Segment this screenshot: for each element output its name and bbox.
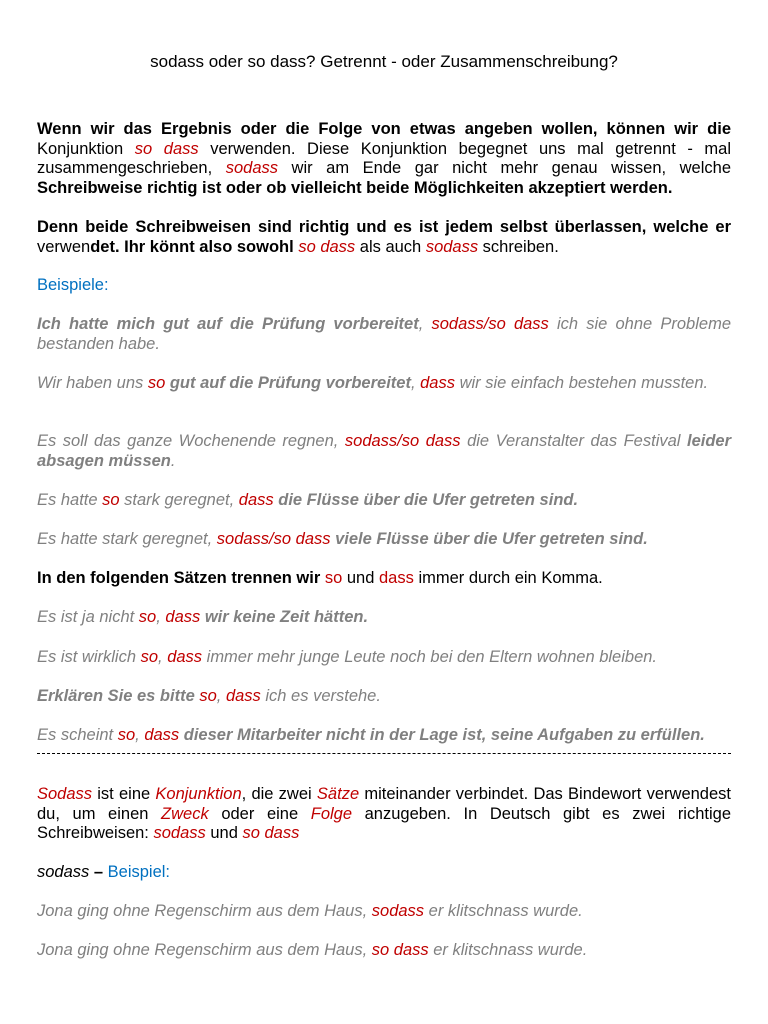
example-text: viele Flüsse über die Ufer getreten sind. — [330, 530, 648, 548]
example-text: Erklären Sie es bitte — [37, 687, 200, 705]
heading-word: sodass — [37, 863, 90, 881]
highlight-so-dass: so dass — [242, 824, 300, 842]
highlight-sodass-so-dass: sodass/so dass — [216, 530, 331, 548]
komma-example-2 — [37, 648, 731, 668]
highlight-so: so — [199, 687, 217, 705]
example-text: immer mehr junge Leute noch bei den Eltern wohnen bleiben. — [202, 648, 658, 666]
example-text: Wir haben uns — [37, 374, 148, 392]
example-text: . — [170, 451, 176, 470]
intro-text: wir am Ende gar nicht mehr genau wissen, welche — [278, 159, 731, 177]
intro-text: als auch — [355, 237, 426, 256]
highlight-dass: dass — [165, 608, 201, 626]
intro-text: verwenden. Diese Konjunktion begegnet uns mal getrennt - mal zusammengeschrieben, — [37, 139, 731, 177]
highlight-sodass: Sodass — [37, 785, 93, 803]
final-example-2 — [37, 941, 731, 961]
intro-text: det. Ihr könnt also sowohl — [90, 237, 294, 256]
example-text: Jona ging ohne Regenschirm aus dem Haus, — [37, 941, 372, 959]
example-text: gut auf die Prüfung vorbereitet — [165, 374, 411, 392]
highlight-so: so — [147, 374, 166, 392]
highlight-so: so — [324, 569, 343, 587]
intro-text: schreiben. — [478, 237, 559, 256]
highlight-saetze: Sätze — [316, 785, 360, 803]
intro-text: Konjunktion — [37, 139, 135, 158]
highlight-folge: Folge — [310, 804, 353, 823]
intro-text: verwen — [37, 237, 91, 256]
example-text: Es ist wirklich — [37, 648, 141, 666]
example-sentence-3 — [37, 432, 731, 471]
example-text: dieser Mitarbeiter nicht in der Lage ist — [179, 726, 482, 744]
intro-paragraph-2 — [37, 218, 731, 257]
example-text: Ich hatte mich gut auf die Prüfung vorbereitet — [37, 315, 419, 333]
definition-text: oder eine — [208, 804, 311, 823]
highlight-dass: dass — [144, 726, 180, 744]
highlight-sodass: sodass — [225, 159, 279, 177]
example-text: , seine Aufgaben zu erfüllen. — [481, 726, 705, 744]
example-text: Es hatte — [37, 491, 103, 509]
komma-example-3 — [37, 687, 731, 707]
example-text: die Flüsse über die Ufer getreten sind. — [273, 491, 579, 509]
highlight-so: so — [140, 648, 159, 666]
highlight-so: so — [138, 608, 157, 626]
example-text: wir sie einfach bestehen mussten. — [454, 374, 709, 392]
example-text: , — [156, 608, 166, 626]
example-text: , — [135, 726, 145, 744]
definition-text: anzugeben. In Deutsch gibt es zwei richtige Schreibweisen: — [37, 804, 732, 842]
highlight-so-dass: so dass — [298, 237, 356, 256]
example-text: Es soll das ganze Wochenende regnen, — [37, 432, 345, 450]
highlight-so: so — [102, 491, 120, 509]
highlight-dass: dass — [225, 687, 261, 705]
highlight-sodass: sodass — [153, 824, 206, 842]
rule-text: In den folgenden Sätzen trennen wir — [37, 569, 325, 587]
example-text: er klitschnass wurde. — [428, 941, 588, 959]
example-text: die Veranstalter das Festival — [460, 432, 687, 450]
beispiele-heading: Beispiele: — [37, 276, 109, 294]
highlight-so: so — [117, 726, 136, 744]
example-text: stark geregnet, — [119, 491, 239, 509]
highlight-sodass-so-dass: sodass/so dass — [344, 432, 461, 450]
example-text: Es scheint — [37, 726, 118, 744]
example-text: er klitschnass wurde. — [424, 902, 583, 920]
definition-text: , die zwei — [241, 785, 317, 803]
example-text: , — [418, 315, 432, 333]
definition-text: und — [205, 824, 243, 842]
highlight-sodass: sodass — [371, 902, 425, 920]
example-text: Es hatte stark geregnet, — [37, 530, 217, 548]
highlight-dass: dass — [238, 491, 274, 509]
komma-example-1 — [37, 608, 731, 628]
example-text: wir keine Zeit hätten. — [200, 608, 369, 626]
example-sentence-5 — [37, 530, 731, 550]
rule-text: immer durch ein Komma. — [413, 569, 603, 587]
intro-text: Schreibweise richtig ist oder ob vielleicht beide Möglichkeiten akzeptiert werden. — [37, 178, 673, 197]
highlight-konjunktion: Konjunktion — [155, 785, 242, 803]
highlight-so-dass: so dass — [371, 941, 429, 959]
example-text: Es ist ja nicht — [37, 608, 139, 626]
intro-paragraph-1 — [37, 120, 731, 198]
example-sentence-1 — [37, 315, 731, 354]
example-text: , — [158, 648, 168, 666]
example-text: Jona ging ohne Regenschirm aus dem Haus, — [37, 902, 372, 920]
definition-text: ist eine — [92, 785, 156, 803]
example-sentence-2 — [37, 374, 731, 394]
komma-rule — [37, 569, 731, 589]
sodass-beispiel-heading — [37, 863, 731, 883]
dashed-separator — [37, 753, 731, 754]
rule-text: und — [342, 569, 379, 587]
highlight-dass: dass — [167, 648, 203, 666]
heading-label: Beispiel: — [107, 863, 171, 881]
intro-text: Denn beide Schreibweisen sind richtig und es ist jedem selbst überlassen, welche er — [37, 218, 731, 236]
highlight-zweck: Zweck — [161, 804, 209, 823]
final-example-1 — [37, 902, 731, 922]
page-title: sodass oder so dass? Getrennt - oder Zusammenschreibung? — [150, 52, 618, 71]
definition-paragraph — [37, 785, 731, 844]
komma-example-4 — [37, 726, 731, 746]
example-text: , — [216, 687, 226, 705]
example-text: ich sie ohne Probleme bestanden habe. — [37, 315, 731, 353]
highlight-so-dass: so dass — [134, 139, 199, 158]
example-text: ich es verstehe. — [260, 687, 381, 705]
definition-text: miteinander verbindet. Das Bindewort verwendest du, um einen — [37, 785, 731, 823]
highlight-dass: dass — [379, 569, 414, 587]
highlight-sodass-so-dass: sodass/so dass — [431, 315, 549, 333]
example-text: , — [410, 374, 421, 392]
highlight-sodass: sodass — [425, 237, 479, 256]
example-text: leider absagen müssen — [37, 432, 732, 470]
highlight-dass: dass — [420, 374, 455, 392]
intro-text: Wenn wir das Ergebnis oder die Folge von etwas angeben wollen, können wir die — [37, 120, 731, 138]
heading-dash: – — [89, 863, 108, 881]
example-sentence-4 — [37, 491, 731, 511]
